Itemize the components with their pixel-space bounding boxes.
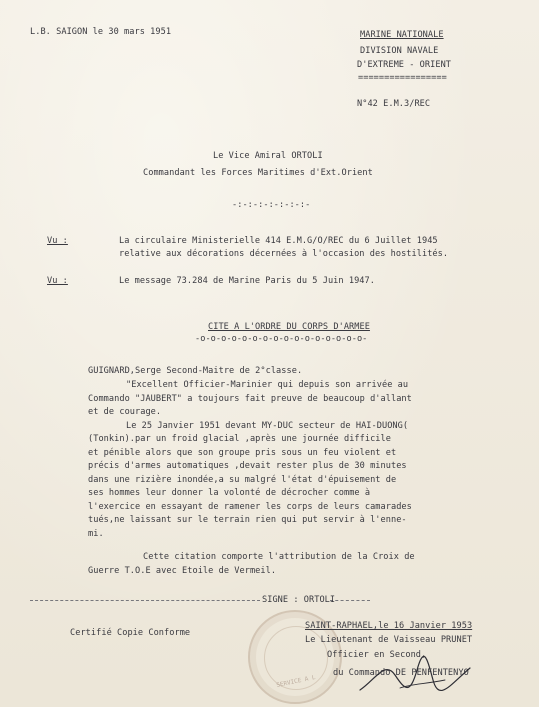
citation-line-1: GUIGNARD,Serge Second-Maitre de 2°classe. <box>88 366 303 376</box>
footer-place-date: SAINT-RAPHAEL,le 16 Janvier 1953 <box>305 621 473 631</box>
signature-separator-right <box>330 600 370 601</box>
stamp-text: SERVICE A L <box>275 673 317 690</box>
citation-line-9: dans une rizière inondée,a su malgré l'état d'épuisement de <box>88 475 397 485</box>
citation-line-6: (Tonkin).par un froid glacial ,après une journée difficile <box>88 434 391 444</box>
org-rule: ================= <box>358 73 447 83</box>
vu-1-line-2: relative aux décorations décernées à l'occasion des hostilités. <box>119 249 449 259</box>
issuer-name: Le Vice Amiral ORTOLI <box>213 151 323 161</box>
award-line-1: Cette citation comporte l'attribution de la Croix de <box>143 552 415 562</box>
vu-label-1: Vu : <box>47 236 68 246</box>
award-line-2: Guerre T.O.E avec Etoile de Vermeil. <box>88 566 277 576</box>
certified-copy: Certifié Copie Conforme <box>70 628 191 638</box>
vu-label-2: Vu : <box>47 276 68 286</box>
citation-line-8: précis d'armes automatiques ,devait rester plus de 30 minutes <box>88 461 407 471</box>
citation-line-12: tués,ne laissant sur le terrain rien qui put servir à l'enne- <box>88 515 407 525</box>
handwritten-signature <box>355 650 475 700</box>
citation-line-7: et pénible alors que son groupe pris sous un feu violent et <box>88 448 397 458</box>
footer-lieutenant: Le Lieutenant de Vaisseau PRUNET <box>305 635 473 645</box>
issuer-title: Commandant les Forces Maritimes d'Ext.Orient <box>143 168 373 178</box>
org-extreme-orient: D'EXTREME - ORIENT <box>357 60 452 70</box>
issuer-separator: -:-:-:-:-:-:-:- <box>232 200 311 210</box>
footer-commando: du Commando DE PENFENTENYO <box>333 668 469 678</box>
place-date: L.B. SAIGON le 30 mars 1951 <box>30 27 172 37</box>
citation-line-3: Commando "JAUBERT" a toujours fait preuve de beaucoup d'allant <box>88 394 412 404</box>
reference-number: N°42 E.M.3/REC <box>357 99 431 109</box>
citation-line-2: "Excellent Officier-Marinier qui depuis son arrivée au <box>126 380 409 390</box>
citation-line-13: mi. <box>88 529 104 539</box>
org-marine-nationale: MARINE NATIONALE <box>360 30 444 40</box>
vu-2-line-1: Le message 73.284 de Marine Paris du 5 Juin 1947. <box>119 276 375 286</box>
vu-1-line-1: La circulaire Ministerielle 414 E.M.G/O/REC du 6 Juillet 1945 <box>119 236 438 246</box>
citation-line-4: et de courage. <box>88 407 162 417</box>
citation-line-10: ses hommes leur donner la volonté de décrocher comme à <box>88 488 371 498</box>
signature-separator-left <box>30 600 260 601</box>
citation-title: CITE A L'ORDRE DU CORPS D'ARMEE <box>208 322 370 332</box>
org-division-navale: DIVISION NAVALE <box>360 46 439 56</box>
citation-title-rule: -o-o-o-o-o-o-o-o-o-o-o-o-o-o-o-o- <box>195 334 368 344</box>
citation-line-5: Le 25 Janvier 1951 devant MY-DUC secteur de HAI-DUONG( <box>126 421 409 431</box>
signed-ortoli: SIGNE : ORTOLI <box>262 595 336 605</box>
footer-officer-second: Officier en Second, <box>327 650 427 660</box>
citation-line-11: l'exercice en essayant de ramener les corps de leurs camarades <box>88 502 412 512</box>
